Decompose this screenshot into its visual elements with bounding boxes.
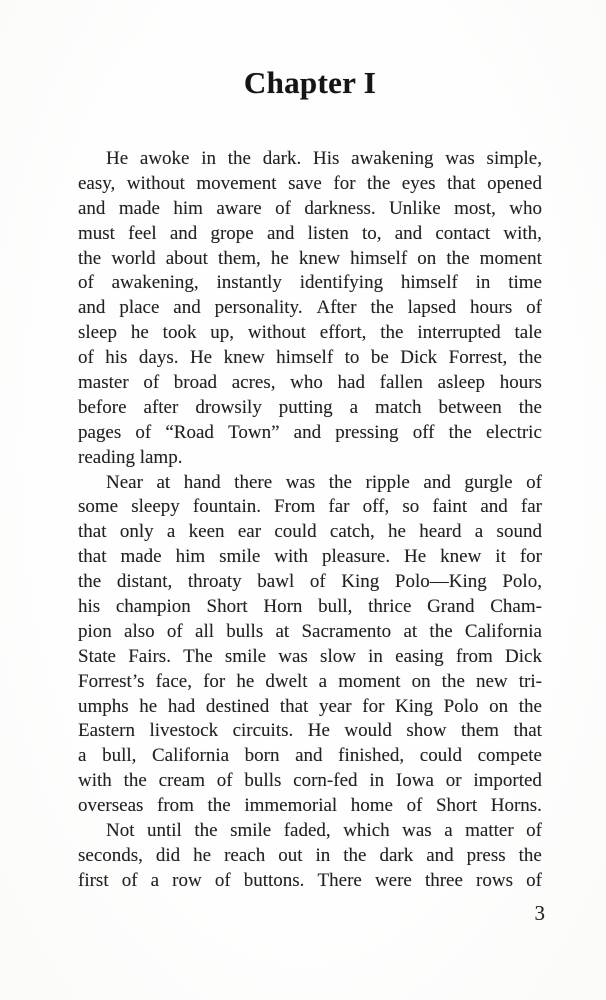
text-line: seconds, did he reach out in the dark and press the: [78, 844, 542, 866]
text-line: must feel and grope and listen to, and contact with,: [78, 222, 542, 244]
text-line: that made him smile with pleasure. He knew it for: [78, 546, 542, 568]
text-line: Near at hand there was the ripple and gurgle of: [106, 471, 542, 493]
text-line: Eastern livestock circuits. He would show them that: [78, 720, 542, 742]
page-number: 3: [534, 901, 545, 925]
text-line: the distant, throaty bawl of King Polo—King Polo,: [78, 571, 542, 593]
text-line: before after drowsily putting a match between the: [78, 396, 542, 418]
text-line: of his days. He knew himself to be Dick Forrest, the: [78, 347, 542, 369]
text-line: the world about them, he knew himself on the moment: [78, 247, 542, 269]
text-line: first of a row of buttons. There were three rows of: [78, 869, 542, 891]
text-line: sleep he took up, without effort, the interrupted tale: [78, 322, 542, 344]
text-line: some sleepy fountain. From far off, so faint and far: [78, 496, 542, 518]
text-line: reading lamp.: [78, 446, 183, 468]
text-line: Not until the smile faded, which was a matter of: [106, 820, 542, 842]
body-text: [78, 147, 542, 894]
text-line: umphs he had destined that year for King Polo on the: [78, 695, 542, 717]
text-line: He awoke in the dark. His awakening was simple,: [106, 148, 542, 169]
text-line: and made him aware of darkness. Unlike most, who: [78, 197, 542, 219]
text-line: his champion Short Horn bull, thrice Grand Cham-: [78, 596, 542, 618]
text-line: overseas from the immemorial home of Short Horns.: [78, 795, 542, 817]
text-line: Forrest’s face, for he dwelt a moment on the new tri-: [78, 670, 542, 692]
text-line: easy, without movement save for the eyes that opened: [78, 172, 542, 194]
text-line: a bull, California born and finished, could compete: [78, 745, 542, 767]
chapter-title: Chapter I: [243, 65, 377, 100]
text-line: master of broad acres, who had fallen asleep hours: [78, 372, 542, 394]
text-line: pion also of all bulls at Sacramento at the California: [78, 620, 542, 642]
text-line: pages of “Road Town” and pressing off the electric: [78, 421, 542, 443]
text-line: with the cream of bulls corn-fed in Iowa or imported: [78, 770, 542, 792]
text-line: that only a keen ear could catch, he heard a sound: [78, 521, 542, 543]
text-line: of awakening, instantly identifying himself in time: [78, 272, 542, 294]
text-line: and place and personality. After the lapsed hours of: [78, 297, 542, 319]
text-line: State Fairs. The smile was slow in easing from Dick: [78, 645, 542, 667]
